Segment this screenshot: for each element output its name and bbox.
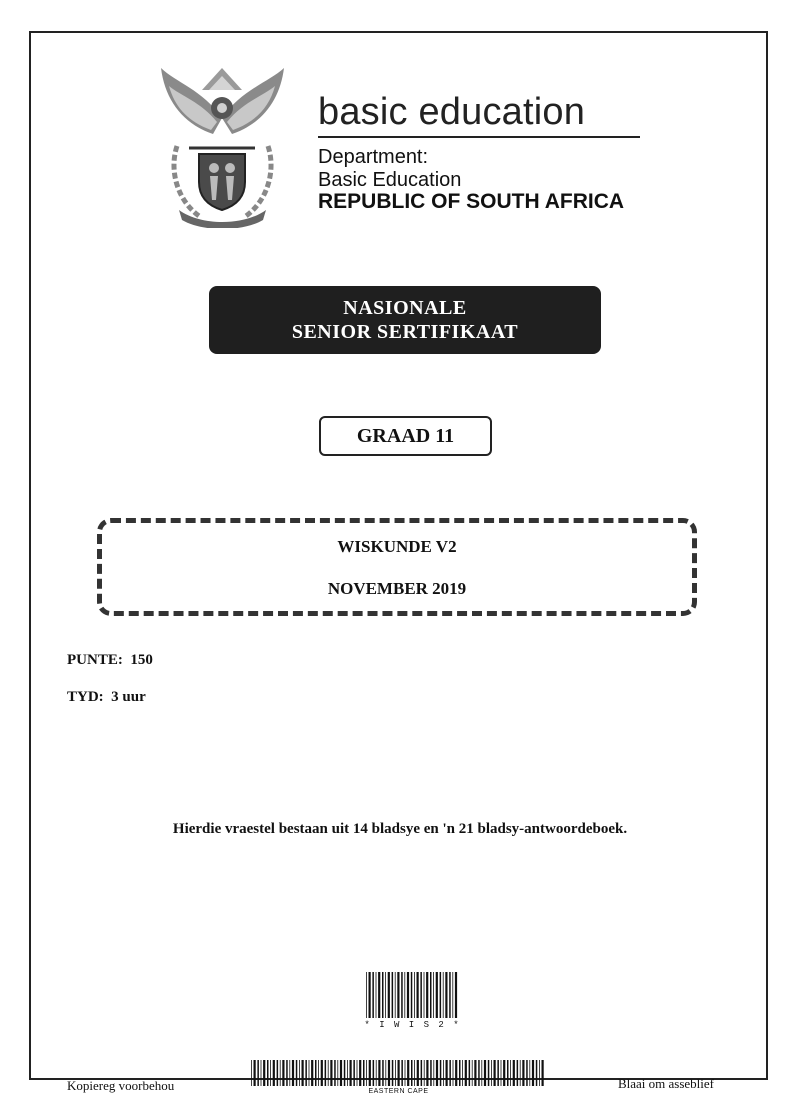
region-label: EASTERN CAPE: [368, 1088, 429, 1095]
brand-title: basic education: [318, 91, 586, 133]
copyright-notice: Kopiereg voorbehou: [67, 1078, 175, 1093]
certificate-line-1: NASIONALE: [343, 297, 467, 319]
subject-box: [97, 518, 697, 616]
certificate-line-2: SENIOR SERTIFIKAAT: [291, 321, 519, 343]
grade-badge: GRAAD 11: [319, 416, 492, 456]
region-barcode-icon: [251, 1060, 546, 1086]
coat-of-arms-icon: [155, 60, 290, 228]
subject-title: WISKUNDE V2: [337, 537, 457, 556]
barcode-icon: [366, 972, 459, 1018]
total-marks: PUNTE: 150: [67, 652, 153, 668]
certificate-banner: [209, 286, 601, 354]
paper-info: Hierdie vraestel bestaan uit 14 bladsye en 'n 21 bladsy-antwoordeboek.: [172, 821, 628, 837]
exam-session: NOVEMBER 2019: [327, 579, 467, 598]
department-label: Department:: [318, 146, 429, 168]
exam-duration: TYD: 3 uur: [67, 689, 146, 705]
turn-over-note: Blaai om asseblief: [617, 1076, 714, 1091]
paper-code: * I W I S 2 *: [364, 1020, 461, 1030]
country-name: REPUBLIC OF SOUTH AFRICA: [318, 190, 625, 213]
department-name: Basic Education: [318, 169, 462, 191]
brand-underline: [318, 136, 640, 138]
